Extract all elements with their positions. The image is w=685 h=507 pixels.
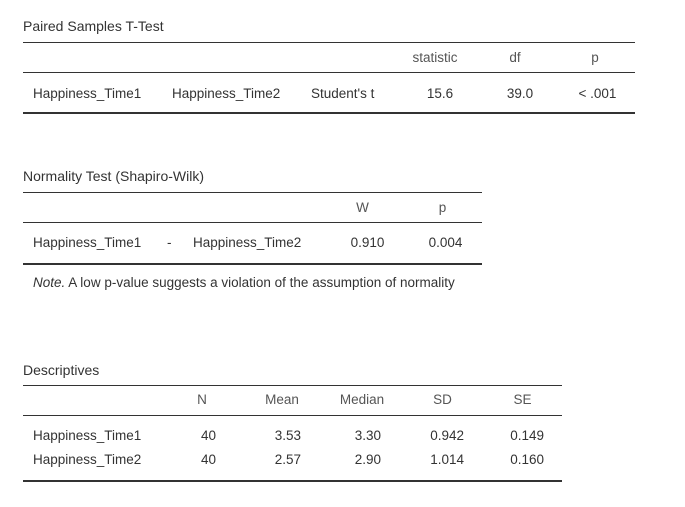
normality-p: 0.004 <box>428 235 463 250</box>
normality-note <box>33 273 463 293</box>
ttest-var1: Happiness_Time1 <box>33 86 142 101</box>
descriptives-header-mean: Mean <box>265 392 299 407</box>
ttest-bottom-rule <box>23 112 635 114</box>
normality-var1: Happiness_Time1 <box>33 235 142 250</box>
ttest-header-df: df <box>509 50 521 65</box>
ttest-header-statistic: statistic <box>412 50 458 65</box>
normality-var2: Happiness_Time2 <box>193 235 302 250</box>
descriptives-row1-se: 0.149 <box>510 428 544 443</box>
normality-w: 0.910 <box>350 235 385 250</box>
normality-header-rule <box>23 222 482 223</box>
descriptives-row2-n: 40 <box>200 452 216 467</box>
ttest-statistic: 15.6 <box>426 86 454 101</box>
ttest-header-p: p <box>591 50 599 65</box>
descriptives-header-se: SE <box>513 392 532 407</box>
ttest-top-rule <box>23 42 635 43</box>
descriptives-title: Descriptives <box>23 362 100 378</box>
normality-header-p: p <box>438 200 447 215</box>
descriptives-row1-n: 40 <box>200 428 216 443</box>
descriptives-row1-mean: 3.53 <box>274 428 301 443</box>
descriptives-row2-sd: 1.014 <box>430 452 464 467</box>
descriptives-row1-sd: 0.942 <box>430 428 464 443</box>
normality-note-label: Note. <box>33 275 66 290</box>
descriptives-row1-median: 3.30 <box>354 428 381 443</box>
descriptives-header-sd: SD <box>433 392 452 407</box>
descriptives-row2-median: 2.90 <box>354 452 381 467</box>
normality-note-text: A low p-value suggests a violation of the assumption of normality <box>68 275 455 290</box>
ttest-p: < .001 <box>578 86 617 101</box>
normality-title: Normality Test (Shapiro-Wilk) <box>23 168 204 184</box>
normality-bottom-rule <box>23 263 482 265</box>
descriptives-header-median: Median <box>339 392 385 407</box>
descriptives-top-rule <box>23 385 562 386</box>
descriptives-bottom-rule <box>23 480 562 482</box>
ttest-header-rule <box>23 72 635 73</box>
ttest-df: 39.0 <box>506 86 534 101</box>
descriptives-row1-name: Happiness_Time1 <box>33 428 142 443</box>
ttest-var2: Happiness_Time2 <box>172 86 281 101</box>
ttest-title: Paired Samples T-Test <box>23 18 164 34</box>
normality-separator: - <box>167 235 172 250</box>
descriptives-row2-mean: 2.57 <box>274 452 301 467</box>
descriptives-row2-name: Happiness_Time2 <box>33 452 142 467</box>
descriptives-header-n: N <box>197 392 207 407</box>
descriptives-row2-se: 0.160 <box>510 452 544 467</box>
descriptives-header-rule <box>23 415 562 416</box>
normality-header-w: W <box>356 200 369 215</box>
ttest-test-type: Student's t <box>311 86 375 101</box>
normality-top-rule <box>23 192 482 193</box>
